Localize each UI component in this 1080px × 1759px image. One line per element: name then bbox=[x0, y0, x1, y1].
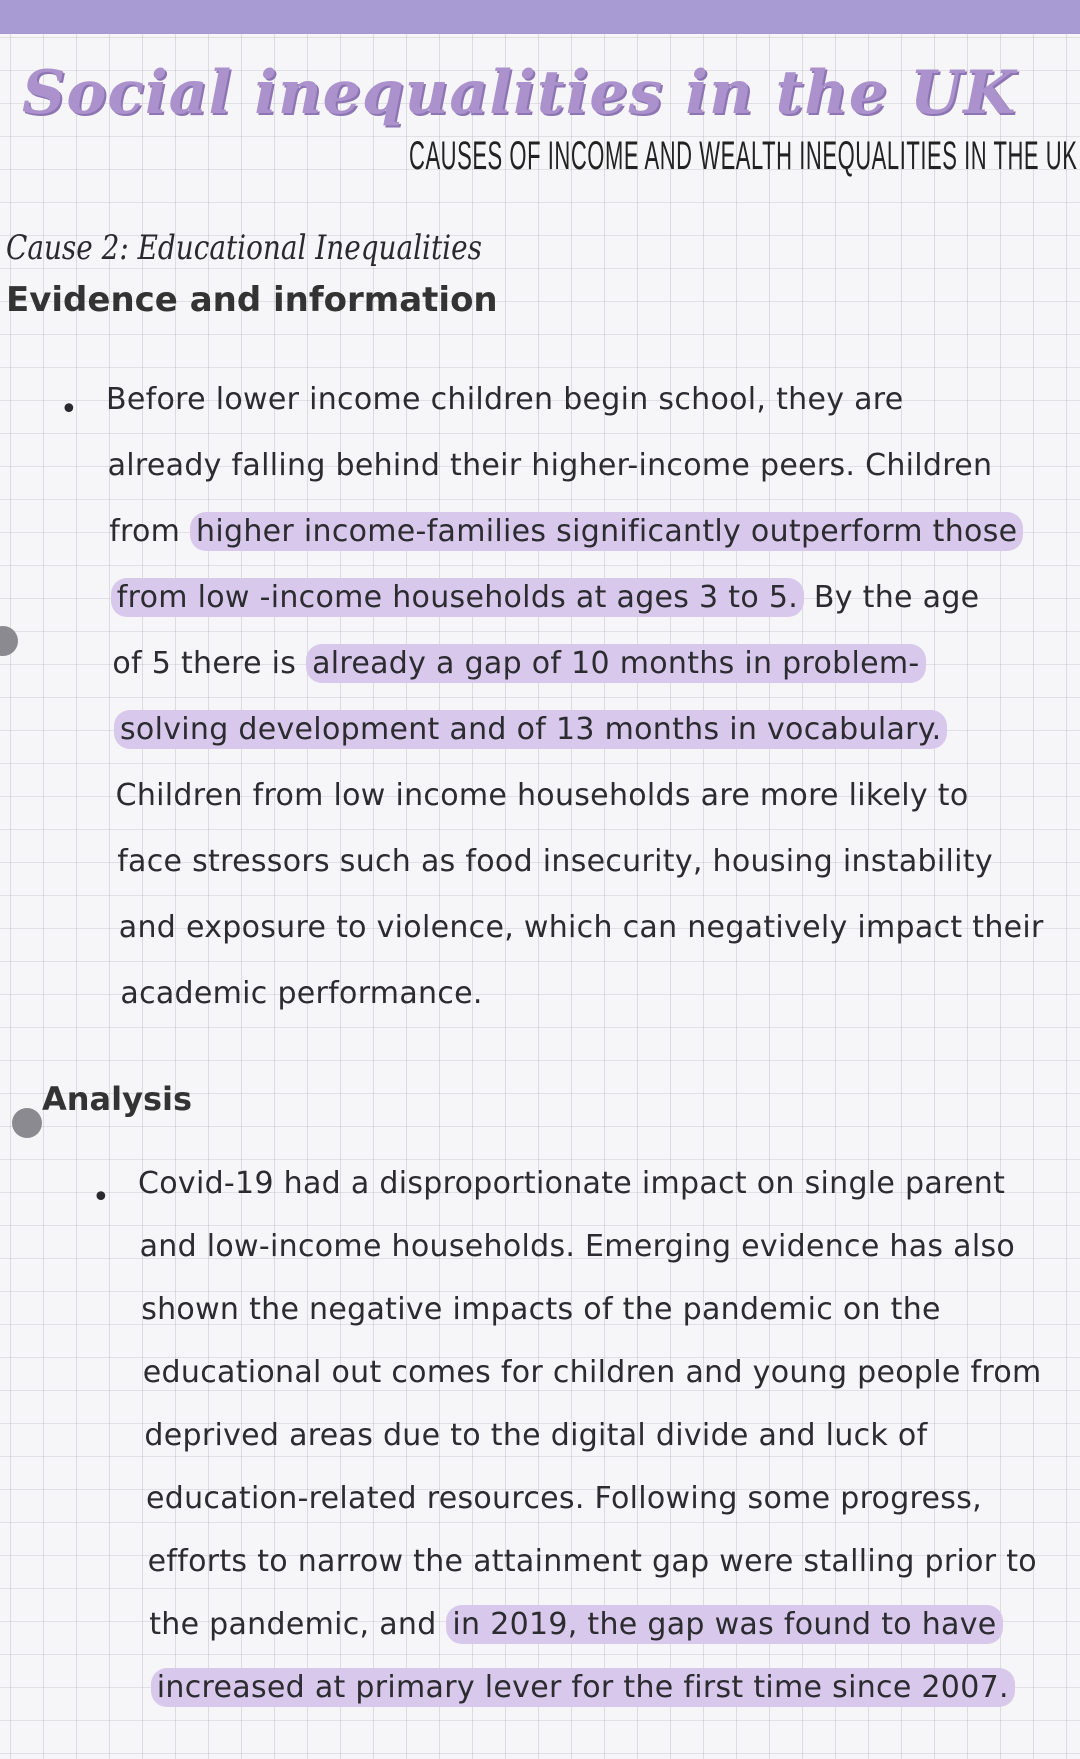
text-line bbox=[148, 1544, 1037, 1579]
text-line bbox=[143, 1355, 1042, 1390]
text-line bbox=[149, 1607, 1002, 1642]
text-line bbox=[120, 976, 482, 1011]
text-line bbox=[111, 580, 980, 615]
highlighted-text: from low -income households at ages 3 to 5. bbox=[111, 578, 804, 617]
text-segment: shown the negative impacts of the pandemic on the bbox=[141, 1292, 941, 1327]
text-line bbox=[112, 646, 925, 681]
text-segment: Children from low income households are more likely to bbox=[115, 778, 969, 813]
text-line bbox=[116, 778, 969, 813]
text-segment: Covid-19 had a disproportionate impact on single parent bbox=[138, 1166, 1006, 1201]
text-segment: academic performance. bbox=[120, 976, 483, 1011]
text-segment: deprived areas due to the digital divide and luck of bbox=[144, 1418, 928, 1453]
text-segment: already falling behind their higher-income peers. Children bbox=[107, 448, 993, 483]
text-line bbox=[146, 1481, 982, 1516]
text-segment: and low-income households. Emerging evidence has also bbox=[139, 1229, 1016, 1264]
text-line bbox=[119, 910, 1044, 945]
bullet-icon: • bbox=[60, 392, 78, 427]
text-segment: By the age bbox=[804, 580, 980, 615]
text-segment: the pandemic, and bbox=[149, 1607, 447, 1642]
highlighted-text: solving development and of 13 months in vocabulary. bbox=[114, 710, 947, 749]
text-segment: and exposure to violence, which can negatively impact their bbox=[118, 910, 1044, 945]
text-line bbox=[117, 844, 993, 879]
text-segment: efforts to narrow the attainment gap were stalling prior to bbox=[147, 1544, 1037, 1579]
text-segment: from bbox=[109, 514, 191, 549]
page-subtitle: CAUSES OF INCOME AND WEALTH INEQUALITIES IN THE UK bbox=[409, 134, 1078, 178]
text-segment: education-related resources. Following some progress, bbox=[146, 1481, 982, 1516]
text-line bbox=[144, 1418, 927, 1453]
text-line bbox=[138, 1166, 1005, 1201]
bullet-icon: • bbox=[92, 1180, 110, 1215]
text-line bbox=[140, 1229, 1015, 1264]
text-line bbox=[114, 712, 947, 747]
text-line bbox=[108, 448, 993, 483]
analysis-heading: Analysis bbox=[42, 1080, 193, 1118]
binder-hole-icon bbox=[12, 1108, 42, 1138]
highlighted-text: higher income-families significantly outperform those bbox=[190, 512, 1023, 551]
text-segment: face stressors such as food insecurity, housing instability bbox=[117, 844, 993, 879]
header-band bbox=[0, 0, 1080, 34]
highlighted-text: in 2019, the gap was found to have bbox=[446, 1605, 1002, 1644]
text-segment: educational out comes for children and young people from bbox=[142, 1355, 1042, 1390]
cause-heading: Cause 2: Educational Inequalities bbox=[6, 228, 482, 268]
text-line bbox=[151, 1670, 1015, 1705]
text-segment: Before lower income children begin school, they are bbox=[106, 382, 904, 417]
highlighted-text: already a gap of 10 months in problem- bbox=[306, 644, 925, 683]
text-line bbox=[109, 514, 1023, 549]
highlighted-text: increased at primary lever for the first time since 2007. bbox=[151, 1668, 1015, 1707]
binder-hole-icon bbox=[0, 626, 18, 656]
evidence-heading: Evidence and information bbox=[6, 280, 498, 320]
text-segment: of 5 there is bbox=[112, 646, 307, 681]
text-line bbox=[106, 382, 904, 417]
text-line bbox=[141, 1292, 941, 1327]
page-title: Social inequalities in the UK bbox=[22, 58, 1017, 128]
